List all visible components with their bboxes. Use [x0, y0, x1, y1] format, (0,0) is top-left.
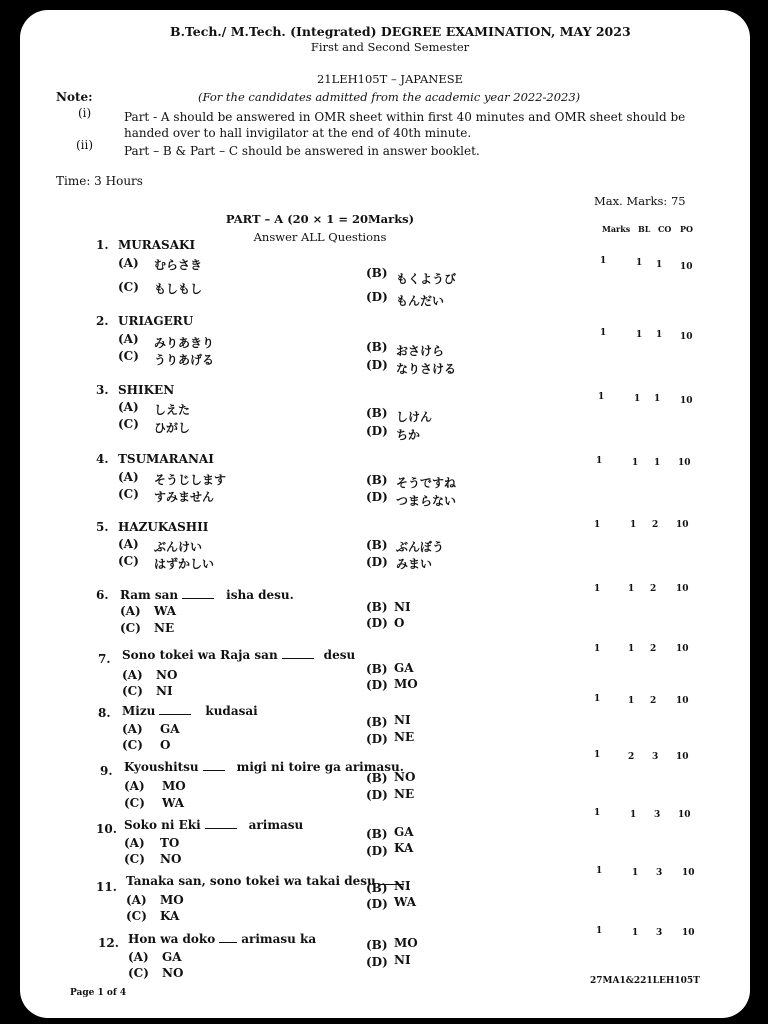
option-text: なりさける	[396, 362, 457, 376]
question-number: 7.	[98, 652, 111, 666]
option-text: しえた	[154, 403, 191, 417]
question-text: SHIKEN	[118, 383, 175, 397]
question-text: Hon wa doko arimasu ka	[128, 932, 317, 946]
po-value: 10	[682, 868, 695, 878]
question-text: Soko ni Eki arimasu	[124, 818, 304, 832]
option-label: (B)	[366, 600, 388, 614]
option-label: (D)	[366, 490, 388, 504]
option-text: NI	[394, 600, 411, 614]
option-text: NI	[156, 684, 173, 698]
co-header: CO	[658, 224, 672, 234]
option-label: (D)	[366, 897, 388, 911]
admitted-note: (For the candidates admitted from the academic year 2022-2023)	[198, 90, 581, 104]
option-label: (D)	[366, 616, 388, 630]
co-value: 2	[652, 520, 659, 530]
option-text: ぶんけい	[154, 540, 203, 554]
marks-value: 1	[600, 256, 607, 266]
option-label: (A)	[118, 400, 139, 414]
option-label: (B)	[366, 827, 388, 841]
option-label: (C)	[124, 852, 145, 866]
question-number: 8.	[98, 706, 111, 720]
option-text: TO	[160, 836, 180, 850]
option-text: KA	[160, 909, 180, 923]
option-text: NI	[394, 879, 411, 893]
option-text: NE	[154, 621, 175, 635]
co-value: 1	[656, 260, 663, 270]
question-text: Sono tokei wa Raja san desu	[122, 648, 356, 662]
option-label: (C)	[118, 349, 139, 363]
option-label: (B)	[366, 771, 388, 785]
option-text: GA	[394, 825, 414, 839]
po-value: 10	[676, 752, 689, 762]
option-label: (D)	[366, 358, 388, 372]
bl-value: 1	[630, 520, 637, 530]
co-value: 1	[654, 458, 661, 468]
option-text: O	[394, 616, 405, 630]
option-text: MO	[394, 677, 418, 691]
note-text-1: Part - A should be answered in OMR sheet within first 40 minutes and OMR sheet should be	[124, 110, 686, 124]
po-value: 10	[678, 810, 691, 820]
question-text: Kyoushitsu migi ni toire ga arimasu.	[124, 760, 404, 774]
marks-value: 1	[594, 644, 601, 654]
co-value: 1	[656, 330, 663, 340]
option-label: (B)	[366, 266, 388, 280]
co-value: 3	[656, 868, 663, 878]
exam-title: B.Tech./ M.Tech. (Integrated) DEGREE EXAMINATION, MAY 2023	[170, 24, 631, 39]
option-text: はずかしい	[154, 557, 215, 571]
note-num-2: (ii)	[76, 138, 94, 152]
co-value: 1	[654, 394, 661, 404]
bl-value: 1	[632, 458, 639, 468]
note-label: Note:	[56, 90, 93, 104]
option-label: (C)	[126, 909, 147, 923]
option-label: (D)	[366, 555, 388, 569]
option-label: (C)	[118, 487, 139, 501]
option-text: NI	[394, 953, 411, 967]
marks-header: Marks	[602, 224, 631, 234]
option-text: WA	[394, 895, 417, 909]
part-a-subtitle: Answer ALL Questions	[253, 230, 387, 244]
co-value: 2	[650, 696, 657, 706]
marks-value: 1	[594, 584, 601, 594]
marks-value: 1	[596, 456, 603, 466]
answer-blank	[203, 760, 225, 771]
option-text: NO	[160, 852, 182, 866]
option-text: NO	[156, 668, 178, 682]
option-text: WA	[162, 796, 185, 810]
question-text: URIAGERU	[118, 314, 194, 328]
option-label: (A)	[128, 950, 149, 964]
question-text: Tanaka san, sono tokei wa takai desu	[126, 874, 408, 888]
max-marks: Max. Marks: 75	[594, 194, 686, 208]
po-value: 10	[680, 262, 693, 272]
co-value: 3	[656, 928, 663, 938]
option-label: (A)	[122, 722, 143, 736]
question-number: 9.	[100, 764, 113, 778]
option-text: ひがし	[154, 421, 191, 435]
bl-value: 2	[628, 752, 635, 762]
option-label: (A)	[126, 893, 147, 907]
bl-header: BL	[638, 224, 651, 234]
question-text: Ram san isha desu.	[120, 588, 294, 602]
option-label: (A)	[118, 256, 139, 270]
option-text: NO	[162, 966, 184, 980]
option-label: (D)	[366, 955, 388, 969]
marks-value: 1	[594, 750, 601, 760]
time-label: Time: 3 Hours	[56, 174, 143, 188]
po-value: 10	[676, 520, 689, 530]
answer-blank	[219, 932, 237, 943]
option-label: (A)	[118, 470, 139, 484]
question-text: HAZUKASHII	[118, 520, 209, 534]
marks-value: 1	[598, 392, 605, 402]
option-text: GA	[394, 661, 414, 675]
option-text: WA	[154, 604, 177, 618]
option-label: (D)	[366, 732, 388, 746]
option-label: (D)	[366, 678, 388, 692]
option-label: (A)	[122, 668, 143, 682]
option-text: GA	[162, 950, 182, 964]
option-label: (B)	[366, 538, 388, 552]
page-number: Page 1 of 4	[70, 988, 127, 998]
question-number: 10.	[96, 822, 117, 836]
course-code: 21LEH105T – JAPANESE	[316, 72, 463, 86]
bl-value: 1	[632, 928, 639, 938]
question-number: 1.	[96, 238, 109, 252]
option-text: NI	[394, 713, 411, 727]
note-text-1b: handed over to hall invigilator at the end of 40th minute.	[124, 126, 472, 140]
option-text: そうですね	[396, 476, 457, 490]
option-label: (A)	[124, 779, 145, 793]
option-label: (D)	[366, 424, 388, 438]
option-label: (A)	[120, 604, 141, 618]
bl-value: 1	[632, 868, 639, 878]
co-value: 3	[654, 810, 661, 820]
question-text: Mizu kudasai	[122, 704, 258, 718]
note-num-1: (i)	[78, 106, 92, 120]
option-label: (B)	[366, 881, 388, 895]
answer-blank	[282, 648, 314, 659]
option-label: (A)	[124, 836, 145, 850]
option-label: (C)	[118, 280, 139, 294]
option-text: NE	[394, 730, 415, 744]
question-number: 11.	[96, 880, 117, 894]
option-text: O	[160, 738, 171, 752]
question-number: 2.	[96, 314, 109, 328]
option-label: (C)	[120, 621, 141, 635]
option-text: そうじします	[154, 473, 227, 487]
option-text: GA	[160, 722, 180, 736]
co-value: 3	[652, 752, 659, 762]
option-label: (C)	[122, 684, 143, 698]
marks-value: 1	[594, 520, 601, 530]
question-number: 4.	[96, 452, 109, 466]
option-text: もくようび	[396, 272, 457, 286]
part-a-title: PART – A (20 × 1 = 20Marks)	[225, 212, 415, 226]
marks-value: 1	[596, 926, 603, 936]
marks-value: 1	[596, 866, 603, 876]
option-text: もんだい	[396, 294, 445, 308]
marks-value: 1	[594, 808, 601, 818]
po-value: 10	[678, 458, 691, 468]
option-text: しけん	[396, 410, 433, 424]
option-text: NE	[394, 787, 415, 801]
co-value: 2	[650, 584, 657, 594]
question-text: MURASAKI	[118, 238, 196, 252]
bl-value: 1	[634, 394, 641, 404]
po-value: 10	[682, 928, 695, 938]
option-label: (A)	[118, 537, 139, 551]
question-number: 5.	[96, 520, 109, 534]
answer-blank	[205, 818, 237, 829]
bl-value: 1	[628, 696, 635, 706]
bl-value: 1	[636, 258, 643, 268]
option-label: (B)	[366, 473, 388, 487]
option-text: ぶんぼう	[396, 540, 445, 554]
co-value: 2	[650, 644, 657, 654]
po-value: 10	[680, 396, 693, 406]
po-value: 10	[676, 584, 689, 594]
option-label: (D)	[366, 788, 388, 802]
option-text: KA	[394, 841, 414, 855]
po-value: 10	[676, 644, 689, 654]
exam-page	[20, 10, 750, 1018]
marks-value: 1	[600, 328, 607, 338]
paper-code: 27MA1&221LEH105T	[590, 976, 700, 986]
option-label: (D)	[366, 290, 388, 304]
option-text: MO	[160, 893, 184, 907]
option-label: (C)	[124, 796, 145, 810]
option-label: (D)	[366, 844, 388, 858]
option-text: みまい	[396, 557, 433, 571]
note-text-2: Part – B & Part – C should be answered in answer booklet.	[124, 144, 480, 158]
option-label: (B)	[366, 938, 388, 952]
option-text: うりあげる	[154, 353, 215, 367]
option-text: おさけら	[396, 344, 445, 358]
marks-value: 1	[594, 694, 601, 704]
option-text: もしもし	[154, 282, 203, 296]
bl-value: 1	[628, 644, 635, 654]
po-header: PO	[680, 224, 693, 234]
answer-blank	[182, 588, 214, 599]
option-label: (C)	[118, 554, 139, 568]
option-text: みりあきり	[154, 336, 215, 350]
option-label: (B)	[366, 406, 388, 420]
semester: First and Second Semester	[310, 40, 470, 54]
question-number: 3.	[96, 383, 109, 397]
option-label: (C)	[122, 738, 143, 752]
option-label: (B)	[366, 340, 388, 354]
option-label: (C)	[128, 966, 149, 980]
question-number: 6.	[96, 588, 109, 602]
bl-value: 1	[630, 810, 637, 820]
question-text: TSUMARANAI	[118, 452, 214, 466]
option-text: MO	[162, 779, 186, 793]
option-text: すみません	[154, 490, 215, 504]
bl-value: 1	[636, 330, 643, 340]
option-text: ちか	[396, 428, 421, 442]
bl-value: 1	[628, 584, 635, 594]
option-label: (A)	[118, 332, 139, 346]
answer-blank	[159, 704, 191, 715]
question-number: 12.	[98, 936, 119, 950]
option-text: むらさき	[154, 258, 203, 272]
option-label: (B)	[366, 715, 388, 729]
po-value: 10	[676, 696, 689, 706]
option-text: MO	[394, 936, 418, 950]
option-label: (C)	[118, 417, 139, 431]
option-text: つまらない	[396, 494, 457, 508]
option-label: (B)	[366, 662, 388, 676]
po-value: 10	[680, 332, 693, 342]
option-text: NO	[394, 770, 416, 784]
